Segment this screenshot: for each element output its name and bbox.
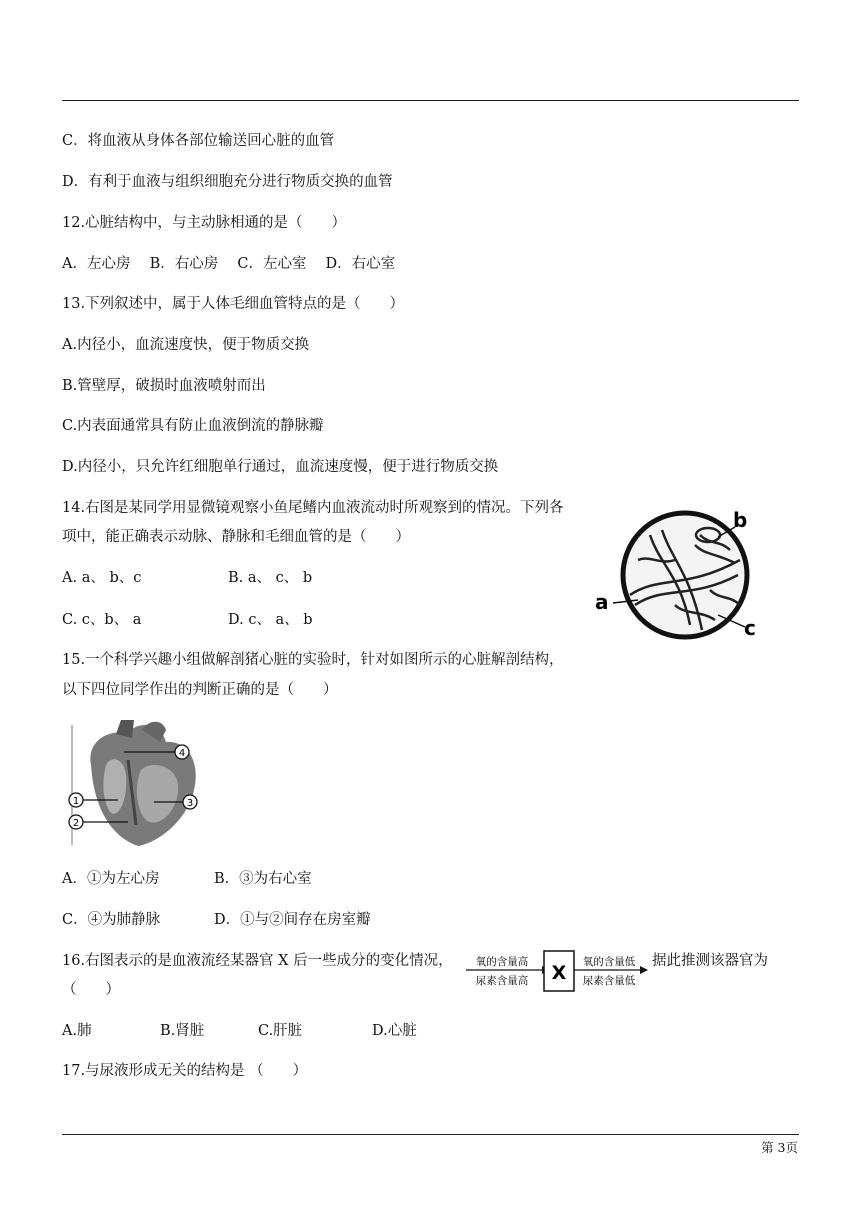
q15-stem-line1: 15.一个科学兴趣小组做解剖猪心脏的实验时，针对如图所示的心脏解剖结构，	[62, 652, 564, 668]
fig16-out-urea: 尿素含量低	[582, 975, 636, 987]
q16-option-d: D.心脏	[372, 1023, 417, 1039]
fish-tail-microscope-figure	[590, 505, 770, 645]
heart-dissection-figure	[66, 720, 211, 850]
q17-stem: 17.与尿液形成无关的结构是 （ ）	[62, 1063, 308, 1079]
fig16-in-oxygen: 氧的含量高	[475, 956, 529, 968]
q12-stem: 12.心脏结构中，与主动脉相通的是（ ）	[62, 215, 347, 231]
q14-option-a: A. a、 b、c	[62, 570, 142, 586]
fig16-in-urea: 尿素含量高	[475, 975, 529, 987]
fig14-label-b: b	[733, 508, 748, 532]
fig15-label-1: 1	[72, 796, 80, 807]
q13-stem: 13.下列叙述中，属于人体毛细血管特点的是（ ）	[62, 296, 405, 312]
q14-option-c: C. c、b、 a	[62, 612, 142, 628]
fig15-label-3: 3	[186, 798, 194, 809]
q15-stem-line2: 以下四位同学作出的判断正确的是（ ）	[62, 682, 338, 698]
q16-option-b: B.肾脏	[160, 1023, 205, 1039]
q15-option-a: A．①为左心房	[62, 871, 160, 887]
q16-stem-line2: （ ）	[62, 982, 120, 998]
organ-x-flow-figure	[464, 948, 650, 996]
q16-option-a: A.肺	[62, 1023, 92, 1039]
fig14-label-a: a	[595, 590, 609, 614]
q12-options: A．左心房 B．右心房 C．左心室 D．右心室	[62, 256, 396, 272]
q11-option-d: D．有利于血液与组织细胞充分进行物质交换的血管	[62, 174, 393, 190]
fig15-label-2: 2	[72, 818, 80, 829]
q14-option-d: D. c、 a、 b	[228, 612, 313, 628]
footer-rule	[62, 1134, 799, 1135]
q16-option-c: C.肝脏	[258, 1023, 303, 1039]
fig16-out-oxygen: 氧的含量低	[582, 956, 636, 968]
q15-option-d: D．①与②间存在房室瓣	[214, 912, 371, 928]
q13-option-b: B.管壁厚，破损时血液喷射而出	[62, 378, 266, 394]
q11-option-c: C．将血液从身体各部位输送回心脏的血管	[62, 133, 335, 149]
page-number: 第 3页	[761, 1140, 798, 1155]
q15-option-c: C．④为肺静脉	[62, 912, 161, 928]
q16-stem-tail: 据此推测该器官为	[652, 953, 768, 969]
q15-option-b: B．③为右心室	[214, 871, 312, 887]
fig16-organ-x: X	[551, 962, 567, 984]
fig15-label-4: 4	[178, 748, 186, 759]
fig14-label-c: c	[744, 616, 756, 640]
q13-option-c: C.内表面通常具有防止血液倒流的静脉瓣	[62, 418, 324, 434]
q13-option-d: D.内径小，只允许红细胞单行通过，血流速度慢，便于进行物质交换	[62, 459, 499, 475]
q13-option-a: A.内径小，血流速度快，便于物质交换	[62, 337, 310, 353]
q14-stem-line2: 项中，能正确表示动脉、静脉和毛细血管的是（ ）	[62, 529, 410, 545]
q14-stem-line1: 14.右图是某同学用显微镜观察小鱼尾鳍内血液流动时所观察到的情况。下列各	[62, 500, 564, 516]
q14-option-b: B. a、 c、 b	[228, 570, 313, 586]
q16-stem-line1: 16.右图表示的是血液流经某器官 X 后一些成分的变化情况，	[62, 953, 453, 969]
header-rule	[62, 100, 799, 101]
